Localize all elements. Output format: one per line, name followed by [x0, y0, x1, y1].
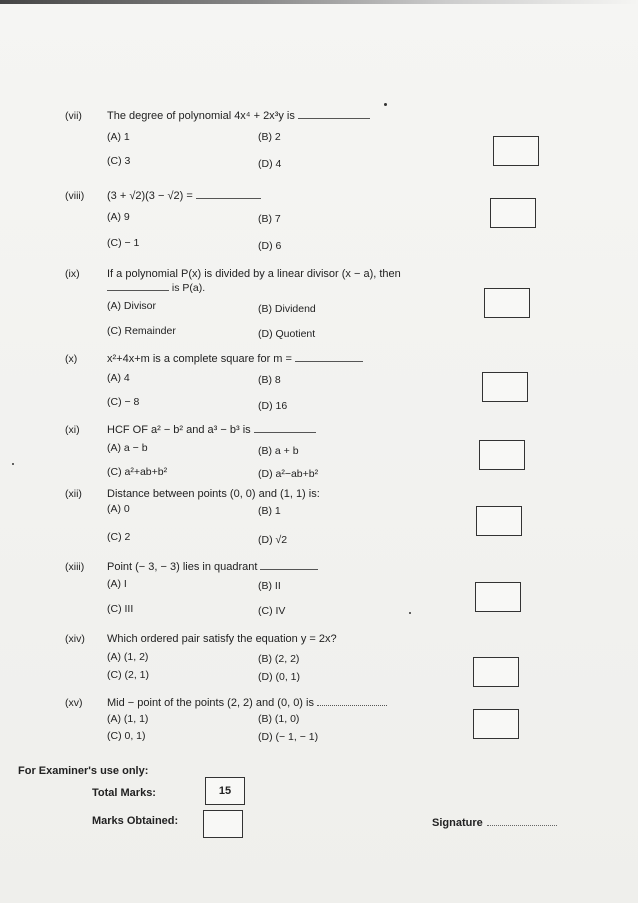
option-c: (C) a²+ab+b²: [107, 466, 168, 478]
answer-box-vii[interactable]: [493, 136, 539, 166]
signature-line[interactable]: [487, 825, 557, 826]
option-a: (A) I: [107, 578, 127, 590]
answer-box-viii[interactable]: [490, 198, 536, 228]
question-text: Distance between points (0, 0) and (1, 1) is:: [107, 488, 320, 500]
marks-obtained-box[interactable]: [203, 810, 243, 838]
question-number: (xii): [65, 488, 82, 500]
option-b: (B) a + b: [258, 445, 299, 457]
question-number: (ix): [65, 268, 80, 280]
option-b: (B) 1: [258, 505, 281, 517]
option-c: (C) − 8: [107, 396, 140, 408]
answer-box-ix[interactable]: [484, 288, 530, 318]
option-b: (B) 8: [258, 374, 281, 386]
option-a: (A) 1: [107, 131, 130, 143]
question-text: If a polynomial P(x) is divided by a linear divisor (x − a), then: [107, 268, 401, 280]
question-number: (xi): [65, 424, 80, 436]
examiner-heading: For Examiner's use only:: [18, 765, 149, 777]
option-c: (C) 0, 1): [107, 730, 146, 742]
option-b: (B) Dividend: [258, 303, 316, 315]
question-text: Point (− 3, − 3) lies in quadrant: [107, 561, 318, 573]
option-c: (C) 2: [107, 531, 131, 543]
option-d: (D) Quotient: [258, 328, 316, 340]
option-d: (D) 4: [258, 158, 282, 170]
total-marks-label: Total Marks:: [92, 787, 156, 799]
answer-box-xi[interactable]: [479, 440, 525, 470]
question-text: The degree of polynomial 4x⁴ + 2x³y is: [107, 110, 370, 122]
question-text: x²+4x+m is a complete square for m =: [107, 353, 363, 365]
speck: [12, 463, 14, 465]
option-b: (B) (2, 2): [258, 653, 300, 665]
question-number: (xiii): [65, 561, 85, 573]
option-c: (C) 3: [107, 155, 131, 167]
marks-obtained-label: Marks Obtained:: [92, 815, 179, 827]
option-b: (B) II: [258, 580, 281, 592]
answer-box-xiii[interactable]: [475, 582, 521, 612]
question-text: HCF OF a² − b² and a³ − b³ is: [107, 424, 316, 436]
option-c: (C) − 1: [107, 237, 140, 249]
answer-box-x[interactable]: [482, 372, 528, 402]
option-a: (A) Divisor: [107, 300, 156, 312]
question-text: Mid − point of the points (2, 2) and (0, 0) is: [107, 697, 387, 709]
question-number: (viii): [65, 190, 85, 202]
signature-field: [432, 817, 557, 829]
option-d: (D) a²−ab+b²: [258, 468, 319, 480]
option-d: (C) IV: [258, 605, 286, 617]
option-a: (A) 0: [107, 503, 130, 515]
answer-box-xv[interactable]: [473, 709, 519, 739]
question-text-continued: is P(a).: [107, 282, 205, 294]
option-a: (A) a − b: [107, 442, 148, 454]
option-d: (D) 6: [258, 240, 282, 252]
option-a: (A) (1, 2): [107, 651, 149, 663]
option-c: (C) III: [107, 603, 134, 615]
question-number: (vii): [65, 110, 82, 122]
question-text: Which ordered pair satisfy the equation y = 2x?: [107, 633, 337, 645]
option-a: (A) (1, 1): [107, 713, 149, 725]
speck: [384, 103, 387, 106]
total-marks-box: 15: [205, 777, 245, 805]
option-d: (D) (− 1, − 1): [258, 731, 319, 743]
option-b: (B) (1, 0): [258, 713, 300, 725]
question-text: (3 + √2)(3 − √2) =: [107, 190, 261, 202]
question-number: (x): [65, 353, 78, 365]
option-a: (A) 4: [107, 372, 130, 384]
question-number: (xv): [65, 697, 83, 709]
option-c: (C) Remainder: [107, 325, 176, 337]
option-d: (D) √2: [258, 534, 288, 546]
option-d: (D) 16: [258, 400, 288, 412]
answer-box-xii[interactable]: [476, 506, 522, 536]
signature-label: Signature: [432, 817, 483, 829]
option-b: (B) 7: [258, 213, 281, 225]
scan-edge: [0, 0, 638, 4]
option-a: (A) 9: [107, 211, 130, 223]
answer-box-xiv[interactable]: [473, 657, 519, 687]
option-d: (D) (0, 1): [258, 671, 300, 683]
speck: [409, 612, 411, 614]
question-number: (xiv): [65, 633, 85, 645]
option-b: (B) 2: [258, 131, 281, 143]
option-c: (C) (2, 1): [107, 669, 149, 681]
